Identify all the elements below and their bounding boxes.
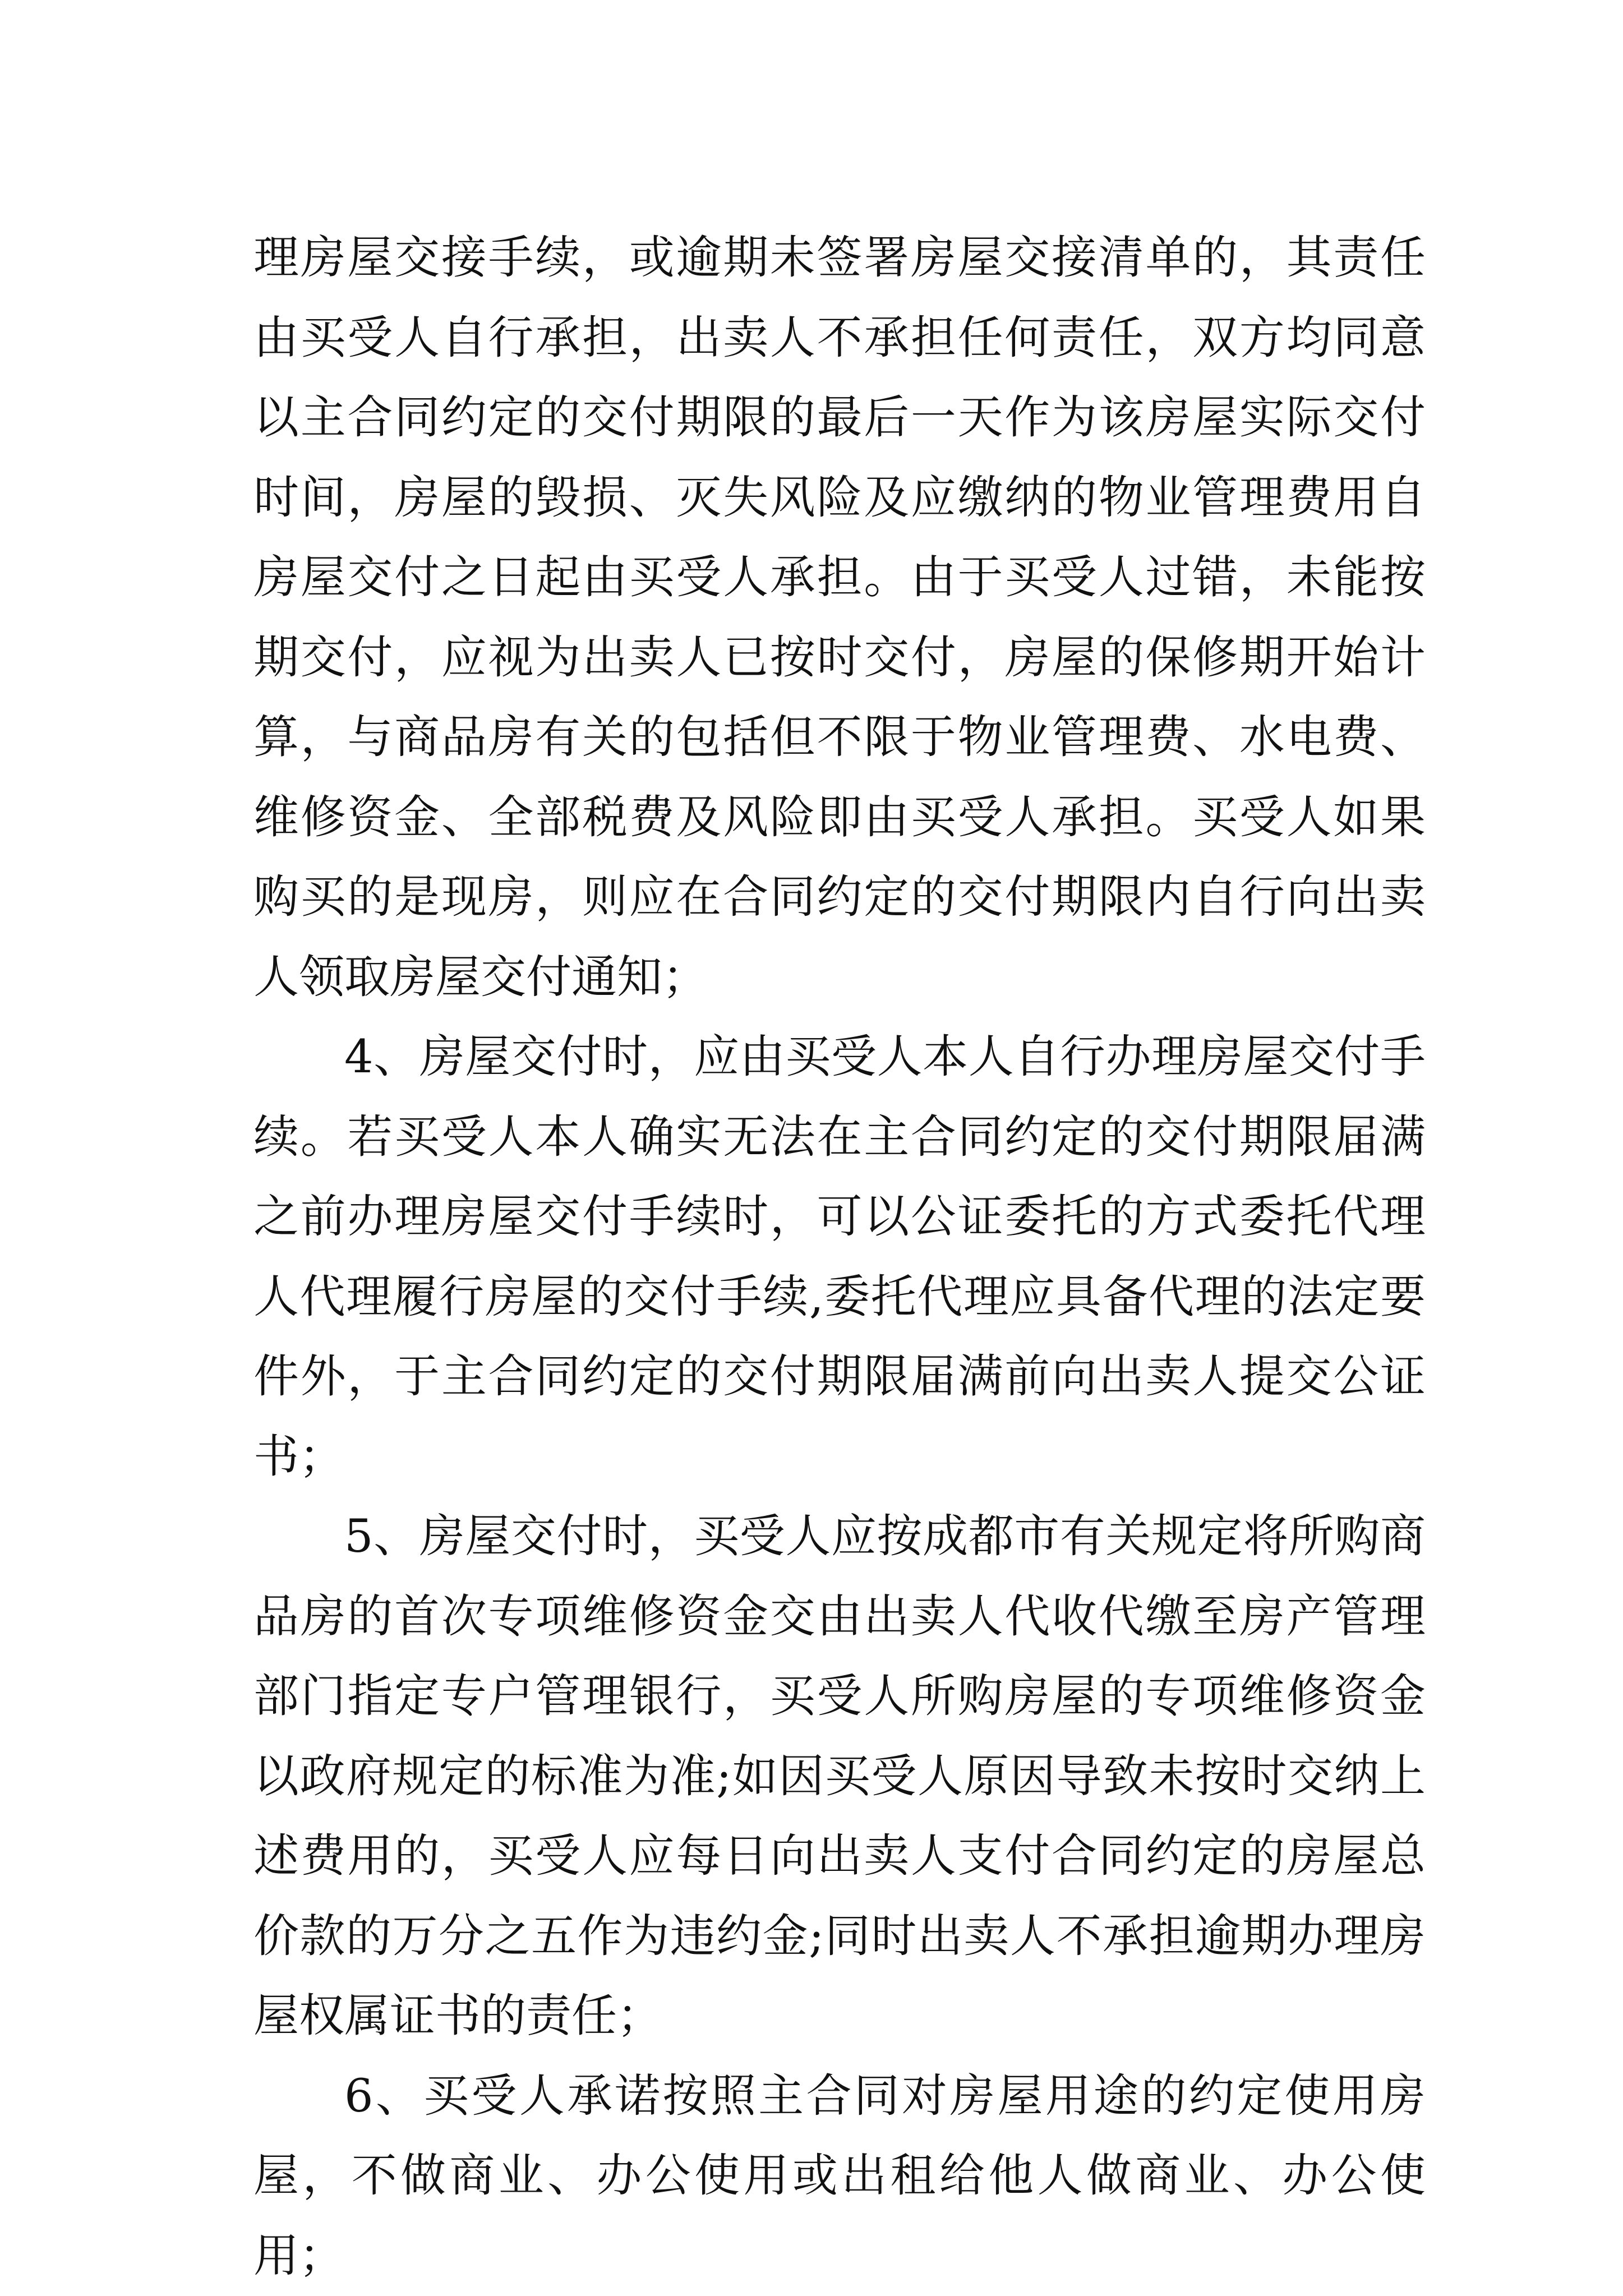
paragraph-continuation: 理房屋交接手续，或逾期未签署房屋交接清单的，其责任由买受人自行承担，出卖人不承担任何责任，双方均同意以主合同约定的交付期限的最后一天作为该房屋实际交付时间，房屋的毁损、灭失风险及应缴纳的物业管理费用自房屋交付之日起由买受人承担。由于买受人过错，未能按期交付，应视为出卖人已按时交付，房屋的保修期开始计算，与商品房有关的包括但不限于物业管理费、水电费、维修资金、全部税费及风险即由买受人承担。买受人如果购买的是现房，则应在合同约定的交付期限内自行向出卖人领取房屋交付通知； (253, 218, 1426, 1017)
paragraph-clause-6: 6、买受人承诺按照主合同对房屋用途的约定使用房屋，不做商业、办公使用或出租给他人做商业、办公使用； (253, 2057, 1426, 2296)
paragraph-clause-5: 5、房屋交付时，买受人应按成都市有关规定将所购商品房的首次专项维修资金交由出卖人代收代缴至房产管理部门指定专户管理银行，买受人所购房屋的专项维修资金以政府规定的标准为准;如因买受人原因导致未按时交纳上述费用的，买受人应每日向出卖人支付合同约定的房屋总价款的万分之五作为违约金;同时出卖人不承担逾期办理房屋权属证书的责任； (253, 1497, 1426, 2057)
paragraph-clause-4: 4、房屋交付时，应由买受人本人自行办理房屋交付手续。若买受人本人确实无法在主合同约定的交付期限届满之前办理房屋交付手续时，可以公证委托的方式委托代理人代理履行房屋的交付手续,委托代理应具备代理的法定要件外，于主合同约定的交付期限届满前向出卖人提交公证书； (253, 1017, 1426, 1497)
document-body (253, 218, 1426, 2296)
